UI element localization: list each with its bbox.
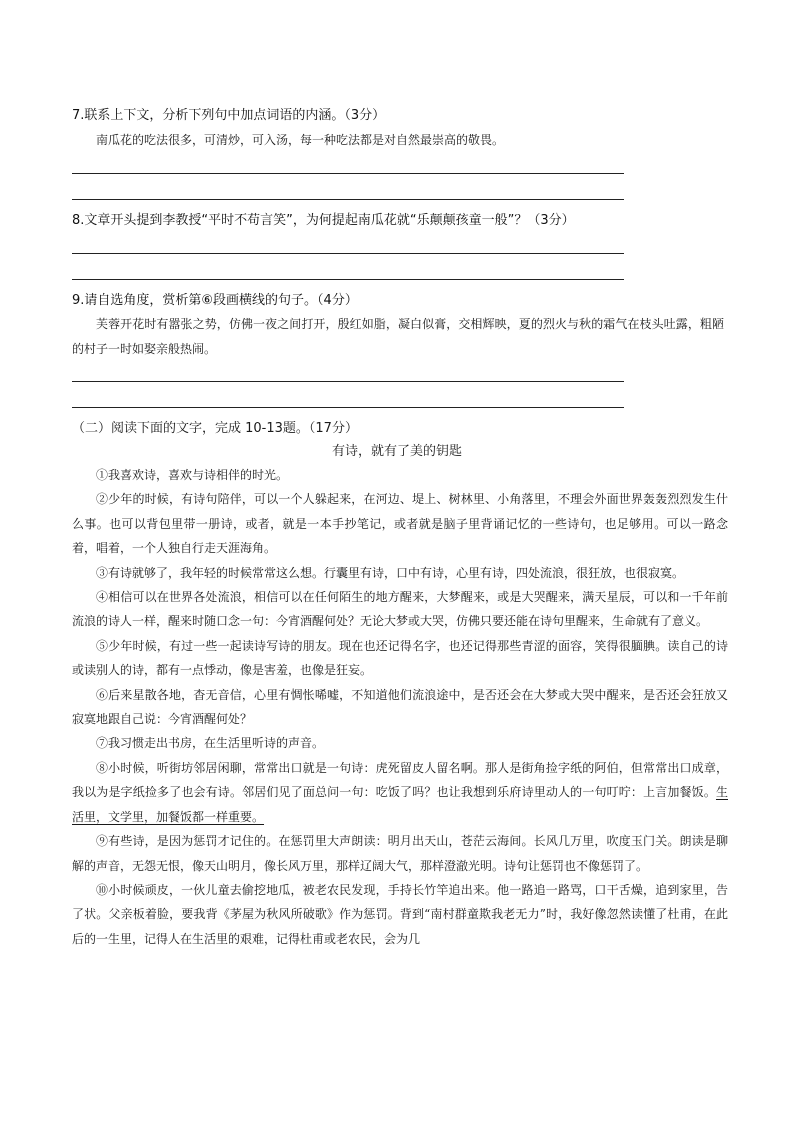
question-7-quote: 南瓜花的吃法很多，可清炒，可入汤，每一种吃法都是对自然最崇高的敬畏。 [96,133,505,147]
article-paragraph-3: ③有诗就够了，我年轻的时候常常这么想。行囊里有诗，口中有诗，心里有诗，四处流浪，很狂放，也很寂寞。 [96,565,685,580]
article-paragraph-8-text: ⑧小时候，听街坊邻居闲聊，常常出口就是一句诗：虎死留皮人留名啊。那人是街角捡字纸的阿伯，但常常出口成章，我以为是字纸捡多了也会有诗。邻居们见了面总问一句：吃饭了吗？也让我想到乐府诗里动人的一句叮咛：上言加餐饭。 [72,760,728,800]
article-paragraph-2: ②少年的时候，有诗句陪伴，可以一个人躲起来，在河边、堤上、树林里、小角落里，不理会外面世界轰轰烈烈发生什么事。也可以背包里带一册诗，或者，就是一本手抄笔记，或者就是脑子里背诵记忆的一些诗句，也足够用。可以一路念着，唱着，一个人独自行走天涯海角。 [72,492,728,556]
article-paragraph-6: ⑥后来星散各地，杳无音信，心里有惆怅唏嘘，不知道他们流浪途中，是否还会在大梦或大哭中醒来，是否还会狂放又寂寞地跟自己说：今宵酒醒何处？ [72,687,728,727]
question-9-prompt: 9.请自选角度，赏析第⑥段画横线的句子。（4分） [72,293,358,308]
article-paragraph-10: ⑩小时候顽皮，一伙儿童去偷挖地瓜，被老农民发现，手持长竹竿追出来。他一路追一路骂，口干舌燥，追到家里，告了状。父亲板着脸，要我背《茅屋为秋风所破歌》作为惩罚。背到“南村群童欺我老无力”时，我好像忽然读懂了杜甫，在此后的一生里，记得人在生活里的艰难，记得杜甫或老农民，会为几 [72,882,728,946]
answer-line-9-1[interactable] [72,381,624,382]
article-title: 有诗，就有了美的钥匙 [331,444,462,459]
answer-line-8-2[interactable] [72,279,624,280]
answer-line-8-1[interactable] [72,253,624,254]
article-body [72,463,728,951]
question-7-prompt: 7.联系上下文，分析下列句中加点词语的内涵。（3分） [72,108,386,123]
question-8-prompt: 8.文章开头提到李教授“平时不苟言笑”，为何提起南瓜花就“乐颠颠孩童一般”？（3分） [72,213,575,228]
article-paragraph-5: ⑤少年时候，有过一些一起读诗写诗的朋友。现在也还记得名字，也还记得那些青涩的面容，笑得很腼腆。读自己的诗或读别人的诗，都有一点悸动，像是害羞，也像是狂妄。 [72,638,728,678]
article-paragraph-8-underlined: 生活里，文学里，加餐饭都一样重要。 [72,785,728,824]
article-paragraph-4: ④相信可以在世界各处流浪，相信可以在任何陌生的地方醒来，大梦醒来，或是大哭醒来，满天星辰，可以和一千年前流浪的诗人一样，醒来时随口念一句：今宵酒醒何处？无论大梦或大哭，仿佛只要还能在诗句里醒来，生命就有了意义。 [72,590,728,629]
answer-line-7-1[interactable] [72,173,624,174]
article-paragraph-7: ⑦我习惯走出书房，在生活里听诗的声音。 [96,736,325,751]
question-9-quote: 芙蓉开花时有嚣张之势，仿佛一夜之间打开，殷红如脂，凝白似膏，交相辉映，夏的烈火与秋的霜气在枝头吐露，粗陋的村子一时如娶亲般热闹。 [72,317,724,356]
section-2-heading: （二）阅读下面的文字，完成 10-13题。（17分） [72,421,358,436]
article-paragraph-9: ⑨有些诗，是因为惩罚才记住的。在惩罚里大声朗读：明月出天山，苍茫云海间。长风几万里，吹度玉门关。朗读是聊解的声音，无怨无恨，像天山明月，像长风万里，那样辽阔大气，那样澄澈光明。诗句让惩罚也不像惩罚了。 [72,834,728,873]
answer-line-9-2[interactable] [72,407,624,408]
article-paragraph-8 [72,756,728,829]
answer-line-7-2[interactable] [72,199,624,200]
article-paragraph-1: ①我喜欢诗，喜欢与诗相伴的时光。 [96,468,289,482]
